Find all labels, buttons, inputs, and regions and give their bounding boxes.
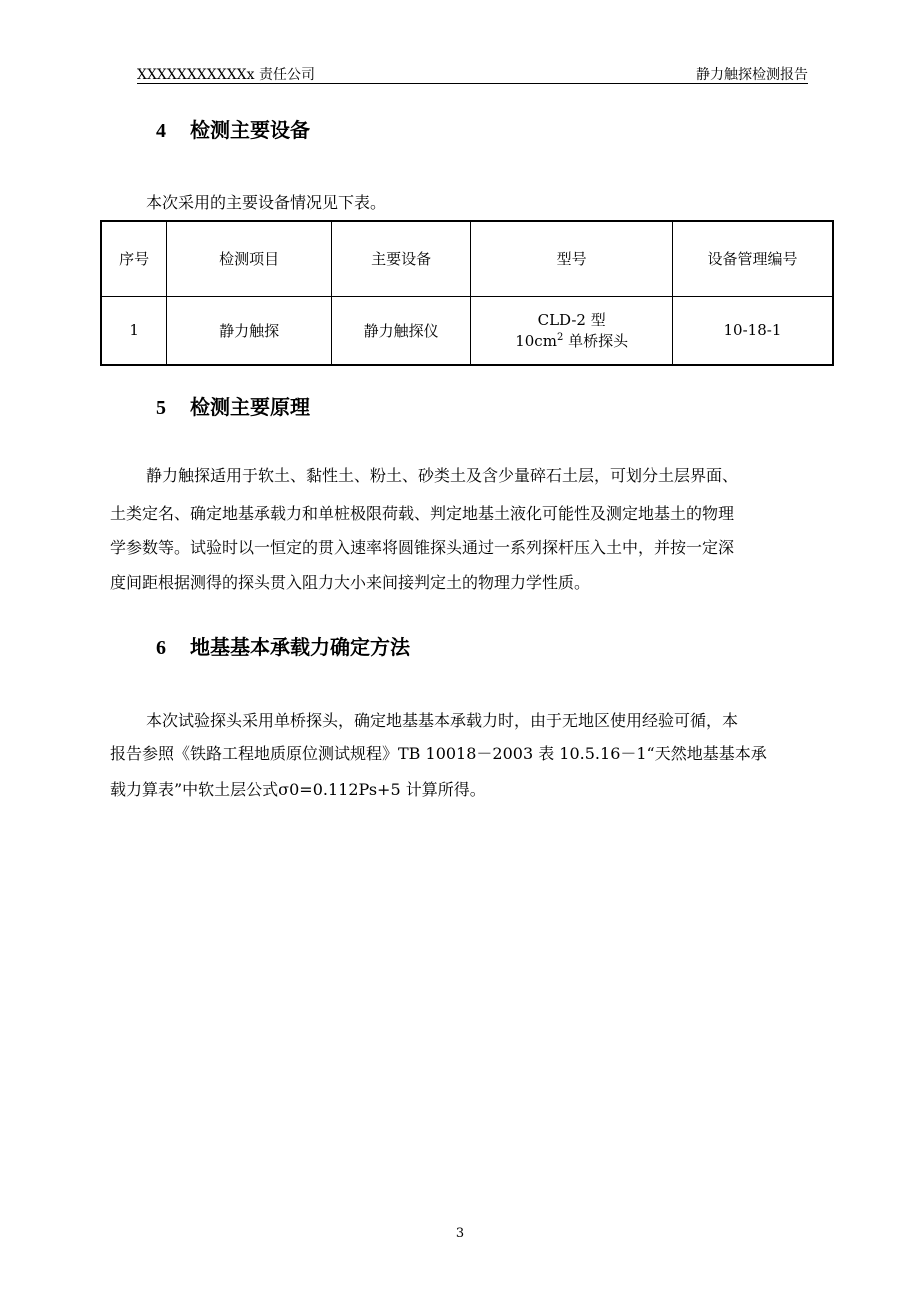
paragraph-line: 报告参照《铁路工程地质原位测试规程》TB 10018－2003 表 10.5.16－1“天然地基基本承 <box>110 744 767 763</box>
model-probe-type: 单桥探头 <box>563 331 629 350</box>
section-5-number: 5 <box>156 397 166 419</box>
paragraph-line: 学参数等。试验时以一恒定的贯入速率将圆锥探头通过一系列探杆压入土中，并按一定深 <box>110 538 735 557</box>
section-4-intro: 本次采用的主要设备情况见下表。 <box>146 193 387 212</box>
table-header-cell: 型号 <box>471 221 672 296</box>
equipment-cell: 静力触探仪 <box>331 296 471 365</box>
paragraph-line: 度间距根据测得的探头贯入阻力大小来间接判定土的物理力学性质。 <box>110 573 591 592</box>
model-size-exponent: 2 <box>556 331 564 343</box>
header-company: XXXXXXXXXXXx 责任公司 <box>137 67 315 83</box>
paragraph-line: 土类定名、确定地基承载力和单桩极限荷载、判定地基土液化可能性及测定地基土的物理 <box>110 504 735 523</box>
section-6-heading <box>156 631 410 660</box>
section-6-title: 地基基本承载力确定方法 <box>190 635 410 659</box>
section-5-heading <box>156 391 310 420</box>
table-header-cell: 主要设备 <box>331 221 471 296</box>
table-header-cell: 检测项目 <box>167 221 332 296</box>
table-header-cell: 序号 <box>101 221 167 296</box>
equipment-table <box>100 220 834 366</box>
table-row <box>101 296 833 365</box>
table-header-row <box>101 221 833 296</box>
section-4-heading <box>156 114 310 143</box>
page-number: 3 <box>455 1226 465 1241</box>
model-line-2 <box>471 329 671 350</box>
row-number-cell: 1 <box>101 296 167 365</box>
header-report-title: 静力触探检测报告 <box>696 67 808 83</box>
section-4-title: 检测主要设备 <box>190 118 310 142</box>
test-item-cell: 静力触探 <box>167 296 332 365</box>
header-divider <box>137 83 808 84</box>
model-cell <box>471 296 672 365</box>
paragraph-line: 载力算表”中软土层公式σ0=0.112Ps+5 计算所得。 <box>110 780 486 799</box>
asset-id-cell: 10-18-1 <box>672 296 833 365</box>
section-5-title: 检测主要原理 <box>190 395 310 419</box>
paragraph-line: 静力触探适用于软土、黏性土、粉土、砂类土及含少量碎石土层，可划分土层界面、 <box>146 466 739 485</box>
model-line-1: CLD-2 型 <box>537 310 606 329</box>
section-6-number: 6 <box>156 637 166 659</box>
section-4-number: 4 <box>156 120 166 142</box>
table-header-cell: 设备管理编号 <box>672 221 833 296</box>
model-size: 10cm <box>515 331 557 350</box>
paragraph-line: 本次试验探头采用单桥探头，确定地基基本承载力时，由于无地区使用经验可循，本 <box>146 711 739 730</box>
